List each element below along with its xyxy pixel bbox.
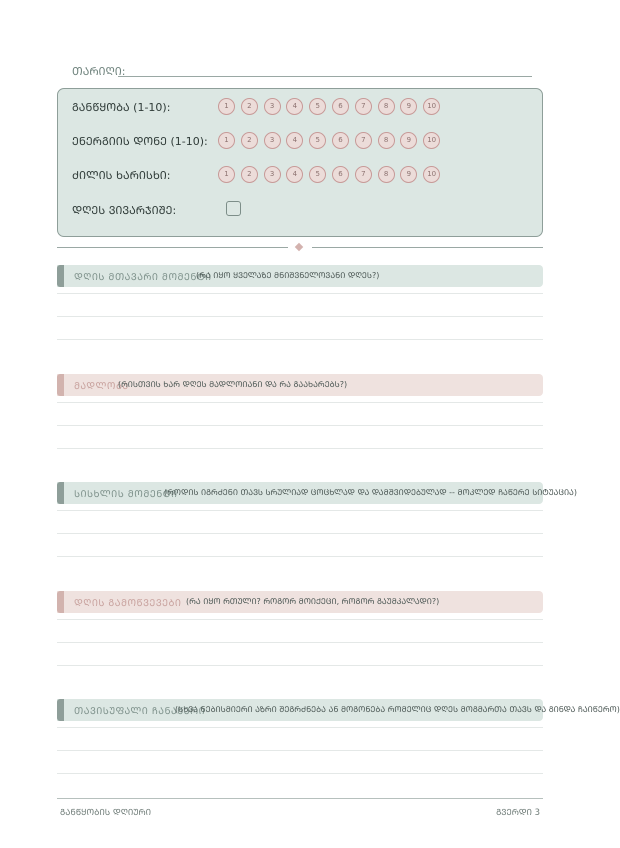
rating-circle-4[interactable]: 4 xyxy=(286,166,303,183)
section-accent-bar xyxy=(57,591,64,613)
journal-section xyxy=(57,699,620,795)
section-accent-bar xyxy=(57,699,64,721)
rating-circle-1[interactable]: 1 xyxy=(218,98,235,115)
rating-label: ᲓᲦᲔᲡ ᲕᲘᲕᲐᲠᲯᲘᲨᲔ: xyxy=(72,204,177,217)
rating-circle-8[interactable]: 8 xyxy=(378,132,395,149)
footer-divider xyxy=(57,798,543,799)
section-hint: (ᲡᲮᲕᲐ ᲜᲔᲑᲘᲡᲛᲘᲔᲠᲘ ᲐᲖᲠᲘ ᲨᲔᲒᲠᲫᲜᲔᲑᲐ ᲐᲜ ᲛᲝᲒᲝᲜᲔᲑᲐ ᲠᲝᲛᲔᲚᲘᲪ ᲓᲦᲔᲡ ᲛᲝᲒᲛᲐᲠᲗᲐ ᲗᲐᲕᲡ ᲓᲐ ᲒᲘᲜᲓᲐ ᲩᲐᲘᲬᲔᲠᲝ) xyxy=(175,705,620,714)
journal-section xyxy=(57,374,543,470)
rating-circle-10[interactable]: 10 xyxy=(423,166,440,183)
section-divider xyxy=(57,246,543,249)
page-number: ᲒᲕᲔᲠᲓᲘ 3 xyxy=(496,808,540,818)
rating-circle-1[interactable]: 1 xyxy=(218,166,235,183)
rating-circle-3[interactable]: 3 xyxy=(264,132,281,149)
section-title: ᲓᲦᲘᲡ ᲒᲐᲛᲝᲬᲕᲔᲕᲔᲑᲘ xyxy=(74,598,182,609)
rating-label: ᲒᲐᲜᲬᲧᲝᲑᲐ (1-10): xyxy=(72,101,171,114)
rating-circle-6[interactable]: 6 xyxy=(332,98,349,115)
journal-section xyxy=(57,591,543,687)
section-hint: (ᲠᲐ ᲘᲧᲝ ᲠᲗᲣᲚᲘ? ᲠᲝᲒᲝᲠ ᲛᲝᲘᲥᲔᲪᲘ, ᲠᲝᲒᲝᲠ ᲒᲐᲣᲛᲙᲐᲚᲐᲓᲘ?) xyxy=(186,597,440,606)
rating-circle-5[interactable]: 5 xyxy=(309,132,326,149)
writing-line[interactable] xyxy=(57,619,543,620)
rating-row-energy xyxy=(72,131,532,151)
rating-circle-9[interactable]: 9 xyxy=(400,166,417,183)
rating-circle-4[interactable]: 4 xyxy=(286,132,303,149)
diamond-icon xyxy=(295,243,303,251)
rating-row-mood xyxy=(72,97,532,117)
writing-line[interactable] xyxy=(57,510,543,511)
rating-circle-9[interactable]: 9 xyxy=(400,98,417,115)
rating-circle-7[interactable]: 7 xyxy=(355,98,372,115)
writing-line[interactable] xyxy=(57,448,543,449)
writing-line[interactable] xyxy=(57,533,543,534)
writing-line[interactable] xyxy=(57,425,543,426)
rating-circle-10[interactable]: 10 xyxy=(423,132,440,149)
rating-circle-10[interactable]: 10 xyxy=(423,98,440,115)
section-title: ᲓᲦᲘᲡ ᲛᲗᲐᲕᲐᲠᲘ ᲛᲝᲛᲔᲜᲢᲘ xyxy=(74,272,212,283)
section-header xyxy=(57,482,577,504)
rating-row-exercise xyxy=(72,200,532,220)
section-hint: (ᲠᲐ ᲘᲧᲝ ᲧᲕᲔᲚᲐᲖᲔ ᲛᲜᲘᲨᲕᲜᲔᲚᲝᲕᲐᲜᲘ ᲓᲦᲔᲡ?) xyxy=(196,271,380,280)
rating-circle-6[interactable]: 6 xyxy=(332,166,349,183)
writing-line[interactable] xyxy=(57,293,543,294)
section-header xyxy=(57,591,543,613)
section-title: ᲗᲐᲕᲘᲡᲣᲤᲐᲚᲘ ᲩᲐᲜᲐᲬᲔᲠᲘ xyxy=(74,706,206,717)
rating-row-sleep xyxy=(72,165,532,185)
rating-circle-2[interactable]: 2 xyxy=(241,98,258,115)
writing-line[interactable] xyxy=(57,750,543,751)
rating-circle-9[interactable]: 9 xyxy=(400,132,417,149)
section-accent-bar xyxy=(57,374,64,396)
writing-line[interactable] xyxy=(57,316,543,317)
writing-line[interactable] xyxy=(57,727,543,728)
rating-circle-7[interactable]: 7 xyxy=(355,132,372,149)
section-hint: (ᲠᲝᲓᲘᲡ ᲘᲒᲠᲫᲔᲜᲘ ᲗᲐᲕᲡ ᲡᲠᲣᲚᲘᲐᲓ ᲪᲝᲪᲮᲚᲐᲓ ᲓᲐ ᲓᲐᲛᲨᲕᲘᲓᲔᲑᲣᲚᲐᲓ -- ᲛᲝᲙᲚᲔᲓ ᲩᲐᲬᲔᲠᲔ ᲡᲘᲢᲣᲐᲪᲘᲐ) xyxy=(164,488,577,497)
section-title: ᲡᲘᲡᲮᲚᲘᲡ ᲛᲝᲛᲔᲜᲢᲘ xyxy=(74,489,178,500)
section-accent-bar xyxy=(57,265,64,287)
rating-circle-5[interactable]: 5 xyxy=(309,98,326,115)
section-accent-bar xyxy=(57,482,64,504)
rating-circle-8[interactable]: 8 xyxy=(378,98,395,115)
rating-circle-2[interactable]: 2 xyxy=(241,132,258,149)
journal-section xyxy=(57,482,577,578)
footer-journal-title: ᲒᲐᲜᲬᲧᲝᲑᲘᲡ ᲓᲦᲘᲣᲠᲘ xyxy=(60,808,152,818)
rating-label: ᲫᲘᲚᲘᲡ ᲮᲐᲠᲘᲡᲮᲘ: xyxy=(72,169,171,182)
writing-line[interactable] xyxy=(57,402,543,403)
rating-circle-1[interactable]: 1 xyxy=(218,132,235,149)
rating-circle-5[interactable]: 5 xyxy=(309,166,326,183)
rating-circle-6[interactable]: 6 xyxy=(332,132,349,149)
rating-circle-4[interactable]: 4 xyxy=(286,98,303,115)
section-header xyxy=(57,374,543,396)
section-header xyxy=(57,265,543,287)
date-label: ᲗᲐᲠᲘᲦᲘ: xyxy=(72,65,126,78)
journal-section xyxy=(57,265,543,361)
writing-line[interactable] xyxy=(57,665,543,666)
writing-line[interactable] xyxy=(57,556,543,557)
section-title: ᲛᲐᲓᲚᲝᲑᲐ xyxy=(74,381,129,392)
exercise-checkbox[interactable] xyxy=(226,201,241,216)
writing-line[interactable] xyxy=(57,773,543,774)
rating-circle-3[interactable]: 3 xyxy=(264,166,281,183)
writing-line[interactable] xyxy=(57,642,543,643)
section-hint: (ᲠᲘᲡᲗᲕᲘᲡ ᲮᲐᲠ ᲓᲦᲔᲡ ᲛᲐᲓᲚᲝᲘᲐᲜᲘ ᲓᲐ ᲠᲐ ᲒᲐᲐᲮᲐᲠᲔᲑᲡ?) xyxy=(118,380,348,389)
rating-circle-8[interactable]: 8 xyxy=(378,166,395,183)
section-header xyxy=(57,699,620,721)
ratings-panel xyxy=(57,88,543,237)
writing-line[interactable] xyxy=(57,339,543,340)
rating-circle-3[interactable]: 3 xyxy=(264,98,281,115)
rating-circle-2[interactable]: 2 xyxy=(241,166,258,183)
date-row xyxy=(72,62,532,80)
rating-label: ᲔᲜᲔᲠᲒᲘᲘᲡ ᲓᲝᲜᲔ (1-10): xyxy=(72,135,208,148)
rating-circle-7[interactable]: 7 xyxy=(355,166,372,183)
date-input-line[interactable] xyxy=(118,76,532,77)
